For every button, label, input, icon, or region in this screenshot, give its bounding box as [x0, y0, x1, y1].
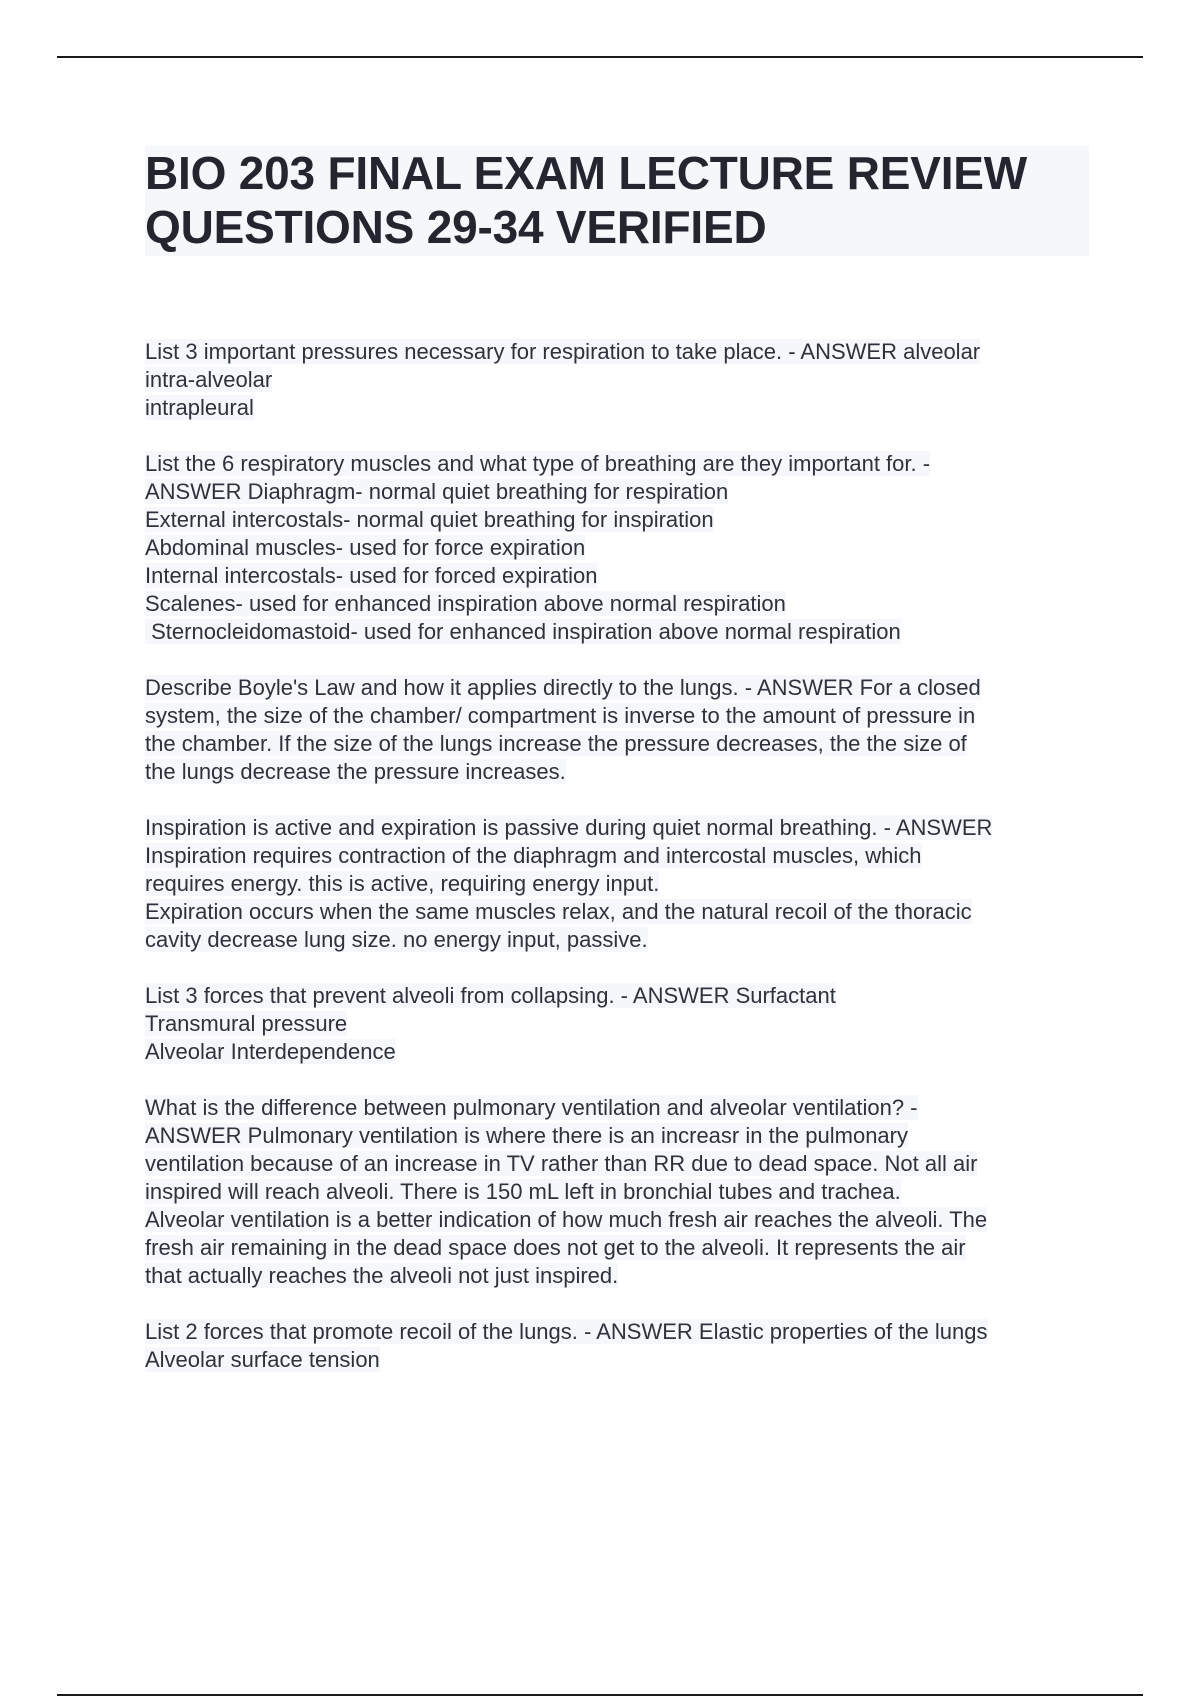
qa-line: List the 6 respiratory muscles and what type of breathing are they important for. -	[145, 451, 931, 476]
qa-line: Alveolar ventilation is a better indication of how much fresh air reaches the alveoli. The	[145, 1207, 988, 1232]
qa-line: Sternocleidomastoid- used for enhanced inspiration above normal respiration	[145, 619, 901, 644]
qa-line: Abdominal muscles- used for force expiration	[145, 535, 586, 560]
qa-line: Alveolar surface tension	[145, 1347, 380, 1372]
qa-line: intra-alveolar	[145, 367, 273, 392]
qa-line: that actually reaches the alveoli not just inspired.	[145, 1263, 619, 1288]
qa-line: the chamber. If the size of the lungs increase the pressure decreases, the the size of	[145, 731, 967, 756]
qa-line: system, the size of the chamber/ compartment is inverse to the amount of pressure in	[145, 703, 976, 728]
qa-line: cavity decrease lung size. no energy input, passive.	[145, 927, 648, 952]
qa-item-4	[145, 814, 1095, 954]
qa-line: What is the difference between pulmonary ventilation and alveolar ventilation? -	[145, 1095, 918, 1120]
qa-line: List 2 forces that promote recoil of the lungs. - ANSWER Elastic properties of the lungs	[145, 1319, 988, 1344]
qa-line: Describe Boyle's Law and how it applies directly to the lungs. - ANSWER For a closed	[145, 675, 981, 700]
qa-line: ventilation because of an increase in TV rather than RR due to dead space. Not all air	[145, 1151, 978, 1176]
qa-list	[145, 338, 1095, 1402]
qa-line: Inspiration requires contraction of the diaphragm and intercostal muscles, which	[145, 843, 922, 868]
title-line-2: QUESTIONS 29-34 VERIFIED	[145, 201, 767, 253]
title-line-1: BIO 203 FINAL EXAM LECTURE REVIEW	[145, 147, 1027, 199]
qa-line: inspired will reach alveoli. There is 150 mL left in bronchial tubes and trachea.	[145, 1179, 901, 1204]
qa-item-6	[145, 1094, 1095, 1290]
qa-line: Scalenes- used for enhanced inspiration above normal respiration	[145, 591, 786, 616]
qa-line: ANSWER Pulmonary ventilation is where there is an increasr in the pulmonary	[145, 1123, 908, 1148]
qa-item-3	[145, 674, 1095, 786]
bottom-rule	[57, 1694, 1143, 1696]
qa-line: Transmural pressure	[145, 1011, 348, 1036]
qa-line: ANSWER Diaphragm- normal quiet breathing for respiration	[145, 479, 729, 504]
qa-line: External intercostals- normal quiet breathing for inspiration	[145, 507, 714, 532]
qa-item-7	[145, 1318, 1095, 1374]
top-rule	[57, 56, 1143, 58]
qa-line: Alveolar Interdependence	[145, 1039, 396, 1064]
qa-line: intrapleural	[145, 395, 254, 420]
qa-line: requires energy. this is active, requiring energy input.	[145, 871, 660, 896]
qa-line: fresh air remaining in the dead space does not get to the alveoli. It represents the air	[145, 1235, 966, 1260]
qa-item-5	[145, 982, 1095, 1066]
qa-item-2	[145, 450, 1095, 646]
qa-line: the lungs decrease the pressure increases.	[145, 759, 566, 784]
qa-line: Inspiration is active and expiration is passive during quiet normal breathing. - ANSWER	[145, 815, 993, 840]
qa-line: List 3 important pressures necessary for respiration to take place. - ANSWER alveolar	[145, 339, 981, 364]
qa-line: Expiration occurs when the same muscles relax, and the natural recoil of the thoracic	[145, 899, 972, 924]
qa-line: List 3 forces that prevent alveoli from collapsing. - ANSWER Surfactant	[145, 983, 836, 1008]
document-title	[145, 146, 1089, 256]
qa-item-1	[145, 338, 1095, 422]
qa-line: Internal intercostals- used for forced expiration	[145, 563, 598, 588]
